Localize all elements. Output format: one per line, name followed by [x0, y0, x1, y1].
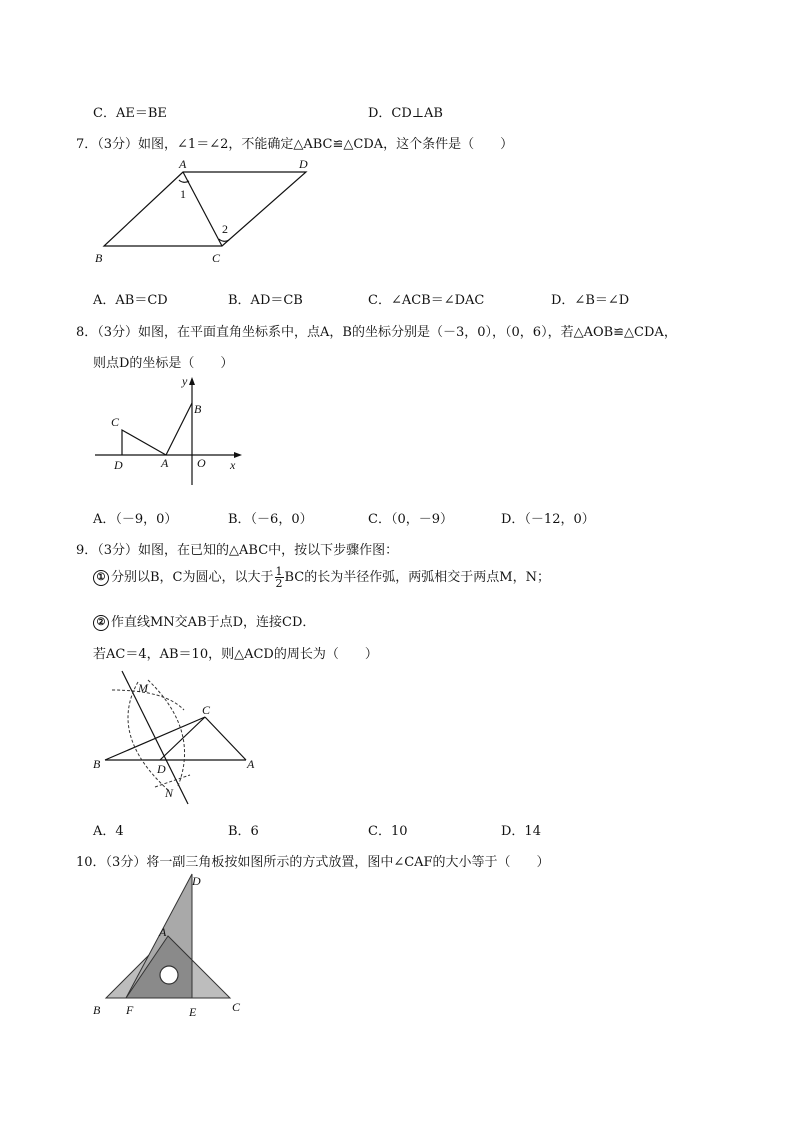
q10-label-a: A — [159, 925, 167, 939]
q7-label-angle2: 2 — [222, 222, 228, 236]
q9-line-mn — [122, 671, 188, 804]
q7-option-d: D．∠B＝∠D — [551, 293, 630, 308]
q10-label-c: C — [232, 1000, 241, 1014]
q7-angle2-arc — [219, 239, 229, 241]
q9-arc-from-b — [148, 680, 185, 786]
q9-fraction-numerator: 1 — [275, 565, 283, 578]
q9-label-d: D — [157, 762, 166, 776]
q10-label-f: F — [126, 1003, 134, 1017]
q9-label-m: M — [138, 681, 148, 695]
q8-y-arrow — [189, 377, 195, 385]
q9-step1 — [93, 566, 550, 589]
q9-option-b: B．6 — [228, 824, 259, 839]
q9-label-a: A — [247, 757, 255, 771]
q10-stem: 10．（3分）将一副三角板按如图所示的方式放置，图中∠CAF的大小等于（ ） — [76, 855, 550, 870]
q10-hole — [160, 966, 178, 984]
q9-step1-mark: ① — [93, 570, 109, 586]
q8-label-o: O — [197, 456, 206, 470]
q9-option-a: A．4 — [93, 824, 124, 839]
q8-label-b: B — [194, 402, 202, 416]
q7-label-a: A — [179, 157, 187, 171]
q9-stem: 9．（3分）如图，在已知的△ABC中，按以下步骤作图： — [76, 543, 399, 558]
q7-option-a: A．AB＝CD — [93, 293, 168, 308]
q7-parallelogram — [104, 172, 306, 246]
q8-stem: 8．（3分）如图，在平面直角坐标系中，点A，B的坐标分别是（－3，0），（0，6），若△AOB≌△CDA， — [76, 325, 677, 340]
q9-segment-dc — [160, 717, 205, 760]
q10-figure — [88, 868, 248, 1020]
q9-label-c: C — [202, 703, 211, 717]
q9-fraction-denominator: 2 — [275, 577, 283, 590]
q7-option-b: B．AD＝CB — [228, 293, 303, 308]
q8-label-a: A — [161, 456, 169, 470]
q10-label-b: B — [93, 1003, 101, 1017]
q7-label-c: C — [212, 251, 221, 265]
q9-option-c: C．10 — [368, 824, 408, 839]
q7-stem: 7．（3分）如图，∠1＝∠2，不能确定△ABC≌△CDA，这个条件是（ ） — [76, 137, 514, 152]
q9-step1-text-a: 分别以B，C为圆心，以大于 — [111, 570, 274, 585]
q8-stem-line2: 则点D的坐标是（ ） — [93, 356, 234, 371]
q8-option-b: B．（－6，0） — [228, 512, 313, 527]
q9-step2-text: 作直线MN交AB于点D，连接CD． — [111, 615, 316, 630]
q9-step2-mark: ② — [93, 615, 109, 631]
q7-figure — [85, 152, 325, 270]
q9-option-d: D．14 — [501, 824, 541, 839]
q9-step1-fraction — [275, 566, 284, 589]
q9-condition: 若AC＝4，AB＝10，则△ACD的周长为（ ） — [93, 647, 378, 662]
q7-option-c: C．∠ACB＝∠DAC — [368, 293, 485, 308]
q9-step1-text-b: BC的长为半径作弧，两弧相交于两点M，N； — [284, 570, 550, 585]
q8-triangle-cda — [122, 430, 166, 455]
q8-option-c: C．（0，－9） — [368, 512, 453, 527]
q8-label-c: C — [111, 415, 120, 429]
q9-segment-ca — [205, 717, 246, 760]
q8-label-y: y — [182, 374, 188, 388]
q9-label-b: B — [93, 757, 101, 771]
q7-label-d: D — [299, 157, 308, 171]
q8-segment-ab — [166, 403, 192, 455]
q6-option-d: D．CD⊥AB — [368, 106, 443, 121]
q9-arc-top — [112, 690, 184, 710]
q8-option-d: D．（－12，0） — [501, 512, 595, 527]
q8-label-d: D — [114, 458, 123, 472]
q8-label-x: x — [230, 458, 236, 472]
q8-figure — [90, 370, 250, 490]
q10-label-e: E — [189, 1005, 197, 1019]
q8-option-a: A．（－9，0） — [93, 512, 178, 527]
q9-figure — [88, 664, 268, 810]
q9-step2 — [93, 611, 315, 631]
q6-option-c: C．AE＝BE — [93, 106, 167, 121]
q7-label-angle1: 1 — [180, 187, 186, 201]
q10-label-d: D — [192, 874, 201, 888]
q7-label-b: B — [95, 251, 103, 265]
q9-label-n: N — [165, 786, 174, 800]
q7-diagonal-ac — [183, 172, 222, 246]
